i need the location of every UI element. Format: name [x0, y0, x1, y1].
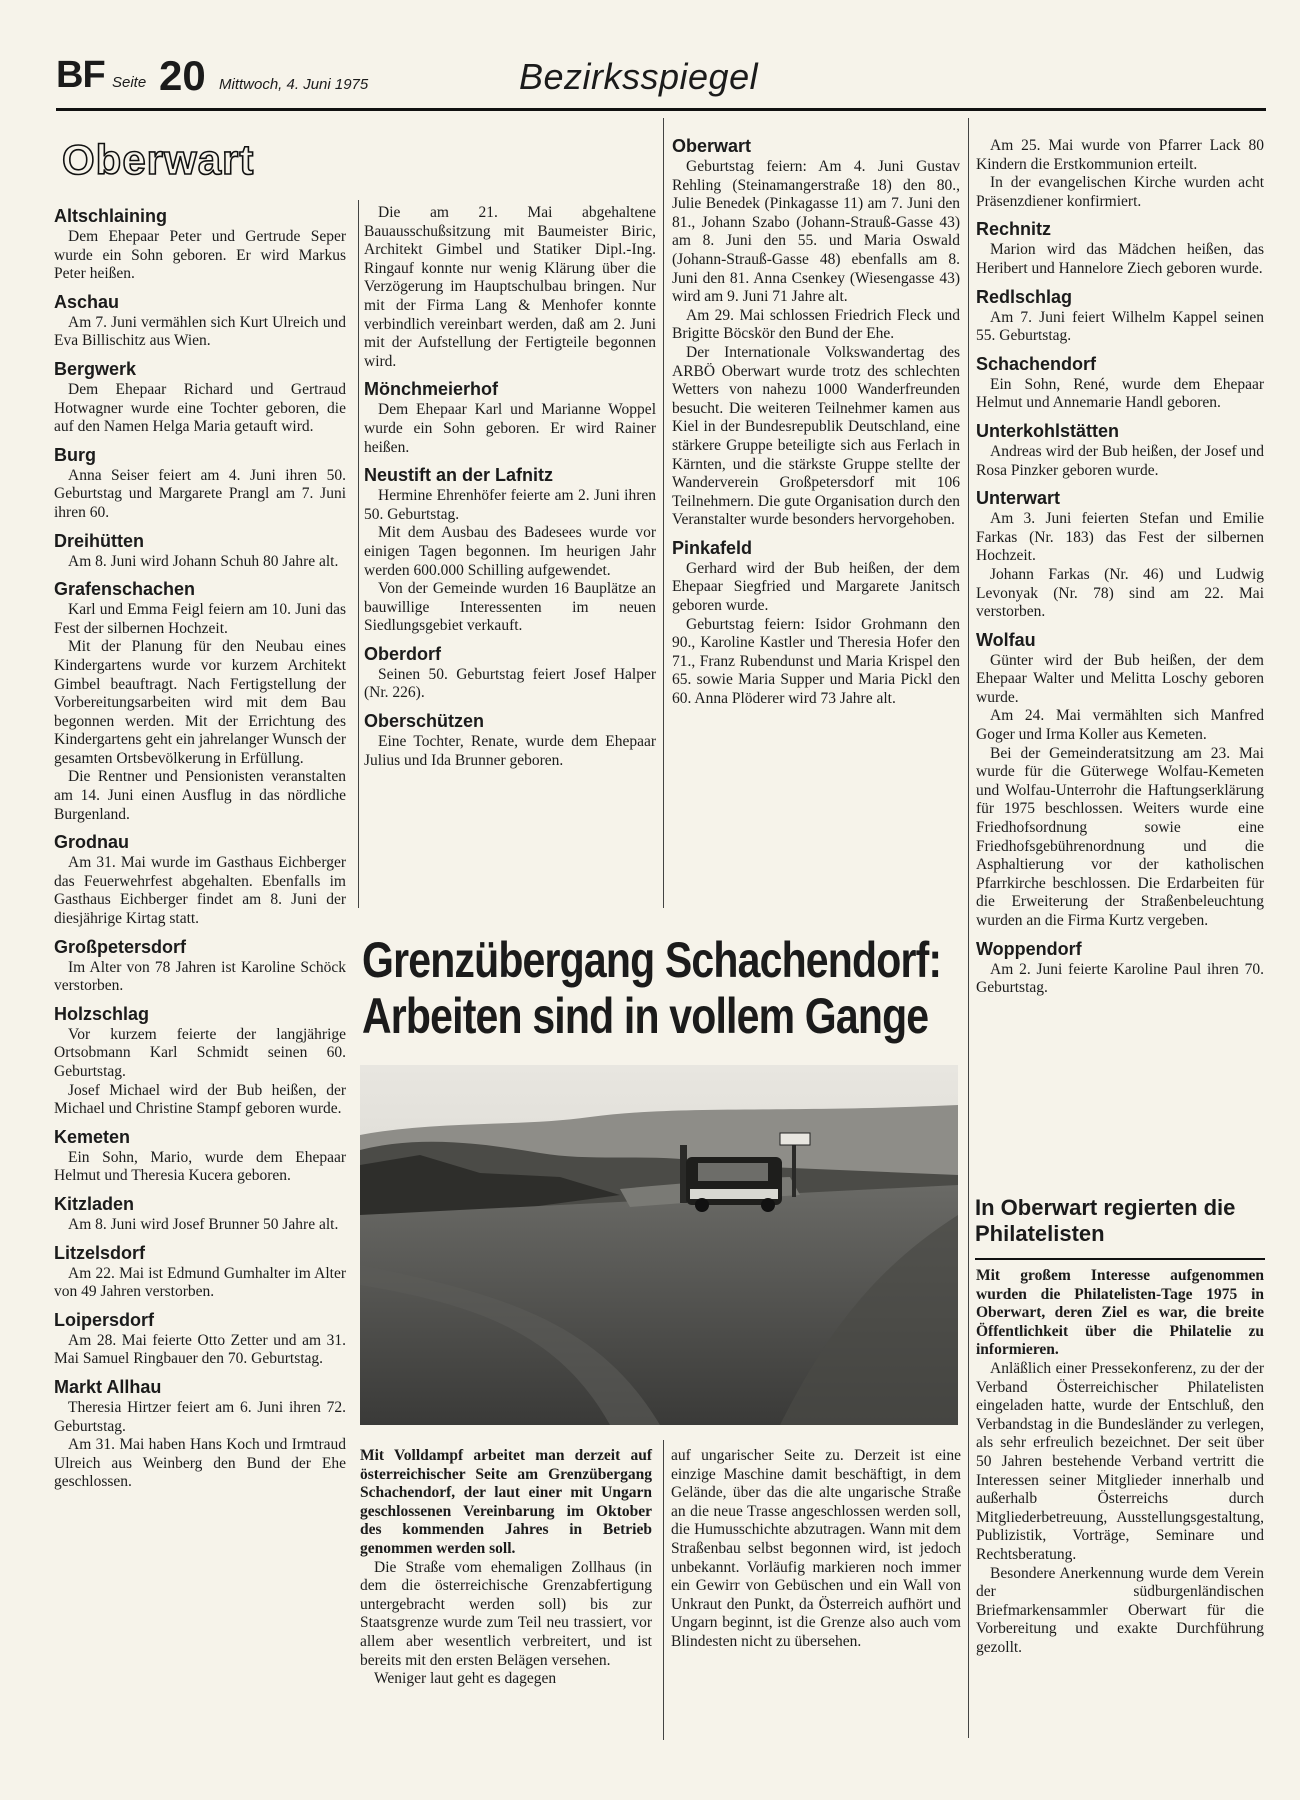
news-paragraph: Die Rentner und Pensionisten veranstalten am 14. Juni einen Ausflug in das nördliche Burgenland. [54, 768, 346, 823]
locality-heading: Oberdorf [364, 643, 442, 664]
news-paragraph: Johann Farkas (Nr. 46) und Ludwig Levonyak (Nr. 78) sind am 22. Mai verstorben. [976, 565, 1264, 621]
news-column-3 [672, 134, 960, 709]
locality-heading: Burg [54, 444, 96, 465]
news-paragraph: Am 24. Mai vermählten sich Manfred Goger und Irma Koller aus Kemeten. [976, 707, 1264, 744]
news-paragraph: Am 7. Juni vermählen sich Kurt Ulreich und Eva Billischitz aus Wien. [54, 313, 346, 350]
news-column-4 [976, 137, 1264, 998]
news-paragraph: Andreas wird der Bub heißen, der Josef und Rosa Pinzker geboren wurde. [976, 442, 1264, 479]
news-paragraph: Bei der Gemeinderatsitzung am 23. Mai wurde für die Güterwege Wolfau-Kemeten und Wolfau-Unterrohr die Haftungserklärung für 1975 beschlossen. Weiters wurde eine Friedhofsordnung sowie eine Friedhofsgebührenordnung und die Asphaltierung vor der katholischen Pfarrkirche beschlossen. Die Erdarbeiten für die Erweiterung der Straßenbeleuchtung wurden an die Firma Kurtz vergeben. [976, 744, 1264, 929]
headline-line-1: Grenzübergang Schachendorf: [362, 932, 942, 988]
locality-heading: Neustift an der Lafnitz [364, 465, 554, 486]
locality-heading: Holzschlag [54, 1003, 150, 1024]
news-paragraph: Am 2. Juni feierte Karoline Paul ihren 70. Geburtstag. [976, 960, 1264, 997]
road-photo-image [360, 1065, 958, 1425]
philatelie-headline: In Oberwart regierten die Philatelisten [975, 1195, 1236, 1246]
news-paragraph: Weniger laut geht es dagegen [374, 1670, 557, 1688]
locality-heading: Kitzladen [54, 1193, 135, 1214]
news-paragraph: Besondere Anerkennung wurde dem Verein der südburgenländischen Briefmarkensammler Oberwart für die Vorbereitung und exakte Durchführung gezollt. [976, 1564, 1264, 1656]
news-paragraph: Josef Michael wird der Bub heißen, der Michael und Christine Stampf geboren wurde. [54, 1081, 346, 1118]
locality-heading: Redlschlag [976, 286, 1073, 307]
news-paragraph: Vor kurzem feierte der langjährige Ortsobmann Karl Schmidt seinen 60. Geburtstag. [54, 1025, 346, 1080]
news-paragraph: Mit der Planung für den Neubau eines Kindergartens wurde vor kurzem Architekt Gimbel beauftragt. Nach Fertigstellung der Vorbereitungsarbeiten wird mit dem Bau begonnen werden. Mit der Errichtung des Kindergartens geht ein jahrelanger Wunsch der gesamten Ortsbevölkerung in Erfüllung. [54, 638, 346, 767]
column-divider [663, 1440, 664, 1740]
locality-heading: Unterkohlstätten [976, 420, 1120, 441]
headline-line-2: Arbeiten sind in vollem Gange [362, 988, 929, 1044]
locality-heading: Oberschützen [364, 711, 485, 732]
news-paragraph: Seinen 50. Geburtstag feiert Josef Halper (Nr. 226). [364, 665, 656, 702]
header-rule [56, 108, 1266, 111]
lead-paragraph: Mit Volldampf arbeitet man derzeit auf österreichischer Seite am Grenzübergang Schachendorf, der laut einer mit Ungarn geschlossenen Vereinbarung im Oktober des kommenden Jahres in Betrieb genommen werden soll. [360, 1447, 652, 1557]
column-divider [968, 118, 969, 1738]
column-divider [663, 118, 664, 908]
main-story-column-b [671, 1447, 961, 1652]
locality-heading: Loipersdorf [54, 1309, 155, 1330]
philatelie-article [976, 1267, 1264, 1657]
news-paragraph: Theresia Hirtzer feiert am 6. Juni ihren 72. Geburtstag. [54, 1398, 346, 1435]
news-paragraph: Am 3. Juni feierten Stefan und Emilie Farkas (Nr. 183) das Fest der silbernen Hochzeit. [976, 510, 1264, 565]
locality-heading: Pinkafeld [672, 537, 753, 558]
philatelie-rule [975, 1258, 1265, 1260]
news-paragraph: Die Straße vom ehemaligen Zollhaus (in dem die österreichische Grenzabfertigung untergebracht werden soll) bis zur Staatsgrenze wurde zum Teil neu trassiert, vor allem aber wesentlich verbreitert, und ist bereits mit den ersten Belägen versehen. [360, 1558, 652, 1669]
news-paragraph: Günter wird der Bub heißen, der dem Ehepaar Walter und Melitta Loschy geboren wurde. [976, 651, 1264, 706]
news-paragraph: Am 25. Mai wurde von Pfarrer Lack 80 Kindern die Erstkommunion erteilt. [976, 137, 1264, 173]
main-headline [362, 932, 942, 1044]
lead-paragraph: Mit großem Interesse aufgenommen wurden die Philatelisten-Tage 1975 in Oberwart, deren Ziel es war, die breite Öffentlichkeit über die Philatelie zu informieren. [976, 1267, 1264, 1359]
locality-heading: Großpetersdorf [54, 936, 187, 957]
news-paragraph: Anna Seiser feiert am 4. Juni ihren 50. Geburtstag und Margarete Prangl am 7. Juni ihren 60. [54, 466, 346, 521]
news-paragraph: Geburtstag feiern: Am 4. Juni Gustav Rehling (Steinamangerstraße 18) den 80., Julie Benedek (Pinkagasse 11) am 7. Juni den 81., Johann Szabo (Johann-Strauß-Gasse 43) am 8. Juni den 55. und Maria Oswald (Johann-Strauß-Gasse 48) ebenfalls am 8. Juni den 81. Anna Csenkey (Wiesengasse 43) wird am 9. Juni 71 Jahre alt. [672, 158, 960, 306]
region-title: Oberwart [62, 136, 255, 183]
locality-heading: Unterwart [976, 488, 1061, 509]
news-paragraph: Gerhard wird der Bub heißen, der dem Ehepaar Siegfried und Margarete Janitsch geboren wurde. [672, 559, 960, 615]
news-paragraph: In der evangelischen Kirche wurden acht Präsenzdiener konfirmiert. [976, 174, 1264, 210]
news-paragraph: Am 31. Mai wurde im Gasthaus Eichberger das Feuerwehrfest abgehalten. Ebenfalls im Gasthaus Eichberger findet am 8. Juni der diesjährige Kirtag statt. [54, 854, 346, 928]
news-paragraph: Geburtstag feiern: Isidor Grohmann den 90., Karoline Kastler und Theresia Hofer den 71., Franz Rubendunst und Maria Krispel den 65. sowie Maria Supper und Maria Pickl den 60. Anna Plöderer wird 73 Jahre alt. [672, 615, 960, 708]
locality-heading: Oberwart [672, 136, 752, 156]
news-paragraph: Hermine Ehrenhöfer feierte am 2. Juni ihren 50. Geburtstag. [364, 487, 656, 523]
news-column-2 [364, 204, 656, 770]
locality-heading: Bergwerk [54, 358, 137, 379]
news-paragraph: Dem Ehepaar Richard und Gertraud Hotwagner wurde eine Tochter geboren, die auf den Namen Helga Maria getauft wird. [54, 380, 346, 436]
news-column-1 [54, 204, 346, 1492]
news-paragraph: Eine Tochter, Renate, wurde dem Ehepaar Julius und Ida Brunner geboren. [364, 733, 656, 769]
news-paragraph: Von der Gemeinde wurden 16 Bauplätze an bauwillige Interessenten im neuen Siedlungsgebiet verkauft. [364, 580, 656, 635]
locality-heading: Rechnitz [976, 219, 1052, 240]
news-paragraph: Am 8. Juni wird Josef Brunner 50 Jahre alt. [68, 1215, 339, 1233]
locality-heading: Wolfau [976, 629, 1036, 650]
locality-heading: Litzelsdorf [54, 1242, 146, 1263]
news-paragraph: Der Internationale Volkswandertag des ARBÖ Oberwart wurde trotz des schlechten Wetters von nahezu 1000 Wanderfreunden besucht. Die weiteren Teilnehmer kamen aus Kiel in der Bundesrepublik Deutschland, eine stärkere Gruppe beteiligte sich aus Ferlach in Kärnten, und die stärkste Gruppe stellte der Wanderverein Großpetersdorf mit 106 Teilnehmern. Die gute Organisation durch den Veranstalter wurde besonders hervorgehoben. [672, 343, 960, 529]
news-paragraph: Dem Ehepaar Karl und Marianne Woppel wurde ein Sohn geboren. Er wird Rainer heißen. [364, 401, 656, 456]
locality-heading: Woppendorf [976, 938, 1082, 959]
news-paragraph: Ein Sohn, René, wurde dem Ehepaar Helmut und Annemarie Handl geboren. [976, 375, 1264, 412]
locality-heading: Altschlaining [54, 206, 168, 226]
news-paragraph: Am 22. Mai ist Edmund Gumhalter im Alter von 49 Jahren verstorben. [54, 1264, 346, 1301]
page-number: 20 [159, 52, 206, 99]
news-paragraph: Karl und Emma Feigl feiern am 10. Juni das Fest der silbernen Hochzeit. [54, 601, 346, 637]
locality-heading: Dreihütten [54, 530, 144, 551]
news-paragraph: Am 8. Juni wird Johann Schuh 80 Jahre alt. [68, 552, 339, 570]
newspaper-logo: BF [56, 54, 105, 96]
locality-heading: Aschau [54, 291, 120, 312]
news-paragraph: Am 29. Mai schlossen Friedrich Fleck und Brigitte Böcskör den Bund der Ehe. [672, 306, 960, 343]
locality-heading: Grafenschachen [54, 579, 196, 600]
news-paragraph: Dem Ehepaar Peter und Gertrude Seper wurde ein Sohn geboren. Er wird Markus Peter heißen. [54, 228, 346, 283]
section-title: Bezirksspiegel [519, 56, 759, 97]
news-paragraph: Am 28. Mai feierte Otto Zetter und am 31. Mai Samuel Ringbauer den 70. Geburtstag. [54, 1331, 346, 1368]
news-paragraph: Im Alter von 78 Jahren ist Karoline Schöck verstorben. [54, 958, 346, 995]
border-crossing-photo [360, 1065, 958, 1425]
news-paragraph: auf ungarischer Seite zu. Derzeit ist eine einzige Maschine damit beschäftigt, in dem Gelände, über das die alte ungarische Straße an die neue Trasse angeschlossen werden soll, die Humusschichte abzutragen. Wann mit dem Straßenbau selbst begonnen wird, ist jedoch unbekannt. Vorläufig markieren noch immer ein Gewirr von Gebüschen und ein Wall von Unkraut den Punkt, da Österreich aufhört und Ungarn beginnt, ist die Grenze also auch vom Blindesten nicht zu übersehen. [671, 1447, 961, 1650]
main-story-column-a [360, 1447, 652, 1689]
news-paragraph: Marion wird das Mädchen heißen, das Heribert und Hannelore Ziech geboren wurde. [976, 241, 1264, 277]
news-paragraph: Ein Sohn, Mario, wurde dem Ehepaar Helmut und Theresia Kucera geboren. [54, 1148, 346, 1185]
news-paragraph: Anläßlich einer Pressekonferenz, zu der der Verband Österreichischer Philatelisten eingeladen hatte, wurde der Entschluß, den Verbandstag in die Bundesländer zu verlegen, als sehr erfreulich bezeichnet. Der seit über 50 Jahren bestehende Verband vertritt die Interessen seiner Mitglieder innerhalb und außerhalb Österreichs durch Mitgliederbetreuung, Ausstellungsgestaltung, Publizistik, Vorträge, Seminare und Rechtsberatung. [976, 1359, 1264, 1563]
news-paragraph: Am 7. Juni feiert Wilhelm Kappel seinen 55. Geburtstag. [976, 308, 1264, 345]
locality-heading: Kemeten [54, 1126, 131, 1147]
locality-heading: Grodnau [54, 832, 129, 853]
locality-heading: Markt Allhau [54, 1376, 162, 1397]
page-label: Seite [112, 74, 147, 91]
locality-heading: Mönchmeierhof [364, 379, 499, 400]
column-divider [358, 200, 359, 908]
locality-heading: Schachendorf [976, 353, 1097, 374]
page-header [56, 52, 1266, 102]
news-paragraph: Am 31. Mai haben Hans Koch und Irmtraud Ulreich aus Weinberg den Bund der Ehe geschlossen. [54, 1436, 346, 1491]
news-paragraph: Die am 21. Mai abgehaltene Bauausschußsitzung mit Baumeister Biric, Architekt Gimbel und Statiker Dipl.-Ing. Ringauf konnte nur wenig Klärung über die Verzögerung im Hauptschulbau bringen. Nur mit der Firma Lang & Menhofer konnte verbindlich vereinbart werden, daß am 2. Juni mit der Aufstellung der Fertigteile begonnen wird. [364, 204, 656, 370]
news-paragraph: Mit dem Ausbau des Badesees wurde vor einigen Tagen begonnen. Im heurigen Jahr werden 600.000 Schilling aufgewendet. [364, 524, 656, 579]
issue-date: Mittwoch, 4. Juni 1975 [219, 76, 369, 93]
